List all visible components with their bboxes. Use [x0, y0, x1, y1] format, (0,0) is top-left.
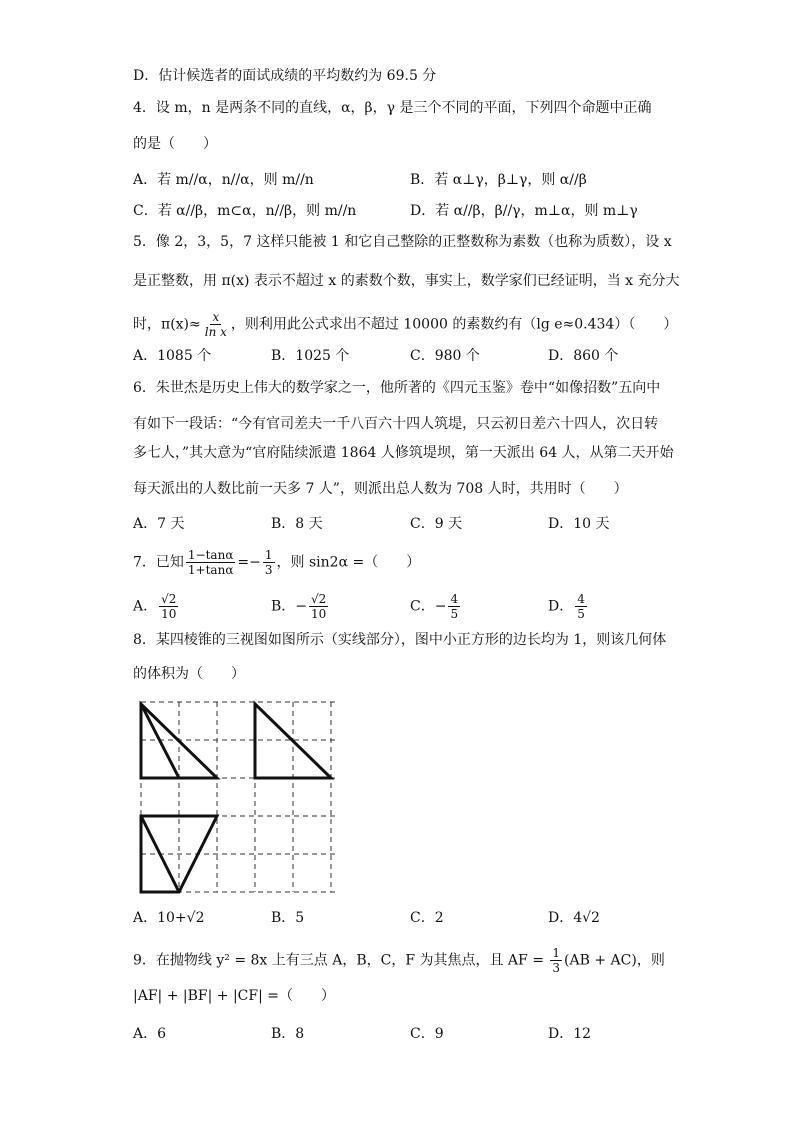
q5-option-b: B．1025 个 — [271, 348, 350, 364]
q6-line2: 有如下一段话：“今有官司差夫一千八百六十四人筑堤，只云初日差六十四人，次日转 — [133, 416, 659, 432]
q5-option-d: D．860 个 — [548, 348, 619, 364]
q6-option-d: D．10 天 — [548, 516, 610, 532]
q7-d-num: 4 — [577, 592, 585, 606]
q9-fraction — [550, 946, 562, 975]
q7-den: 1+tanα — [187, 563, 234, 577]
q4-option-a: A．若 m//α，n//α，则 m//n — [133, 172, 314, 188]
q6-option-a: A．7 天 — [133, 516, 185, 532]
q7-b-num: √2 — [311, 592, 327, 606]
q9-line2: |AF| + |BF| + |CF| =（ ） — [133, 988, 335, 1004]
q5-line2: 是正整数，用 π(x) 表示不超过 x 的素数个数，事实上，数学家们已经证明，当 x 充分大 — [133, 273, 680, 289]
q4-option-c: C．若 α//β，m⊂α，n//β，则 m//n — [133, 203, 357, 219]
q8-option-d: D．4√2 — [548, 910, 600, 926]
q7-rhs-den: 3 — [264, 563, 273, 577]
q7-c-den: 5 — [450, 607, 459, 621]
q7-d-den: 5 — [577, 607, 585, 621]
q9-option-b: B．8 — [271, 1026, 305, 1042]
q5-den: ln x — [204, 325, 227, 339]
q9-num: 1 — [552, 946, 561, 960]
q5-option-a: A．1085 个 — [133, 348, 212, 364]
q7-c-label: C．− — [410, 598, 447, 615]
q4-option-d: D．若 α//β，β//γ，m⊥α，则 m⊥γ — [410, 203, 638, 219]
q7-num: 1−tanα — [187, 548, 234, 562]
q5-num: x — [212, 310, 220, 324]
q7-suffix: ，则 sin2α =（ ） — [276, 554, 421, 571]
q5-line1: 5．像 2，3，5，7 这样只能被 1 和它自己整除的正整数称为素数（也称为质数），设 x — [133, 234, 672, 250]
q8-option-a: A．10+√2 — [133, 910, 205, 926]
q6-option-b: B．8 天 — [271, 516, 323, 532]
q8-line2: 的体积为（ ） — [133, 666, 245, 682]
q7-d-label: D． — [548, 598, 574, 615]
q5-prefix: 时，π(x)≈ — [133, 316, 201, 333]
q8-option-c: C．2 — [410, 910, 444, 926]
q4-option-b: B．若 α⊥γ，β⊥γ，则 α//β — [410, 172, 587, 188]
solid-outlines — [141, 704, 331, 892]
q7-prefix: 7．已知 — [133, 554, 184, 571]
q4-line1: 4．设 m，n 是两条不同的直线，α，β，γ 是三个不同的平面，下列四个命题中正确 — [133, 100, 652, 116]
q8-line1: 8．某四棱锥的三视图如图所示（实线部分），图中小正方形的边长均为 1，则该几何体 — [133, 632, 667, 648]
q9-option-c: C．9 — [410, 1026, 444, 1042]
q6-option-c: C．9 天 — [410, 516, 463, 532]
q8-option-b: B．5 — [271, 910, 305, 926]
q5-suffix: ，则利用此公式求出不超过 10000 的素数约有（lg e≈0.434）（ ） — [230, 316, 678, 333]
q6-line1: 6．朱世杰是历史上伟大的数学家之一，他所著的《四元玉鉴》卷中“如像招数”五向中 — [133, 380, 661, 396]
q9-suffix: (AB + AC)，则 — [564, 952, 665, 969]
q9-option-a: A．6 — [133, 1026, 167, 1042]
grid-lines — [141, 702, 337, 892]
q6-line4: 每天派出的人数比前一天多 7 人”，则派出总人数为 708 人时，共用时（ ） — [133, 481, 628, 497]
option-d-prev: D．估计候选者的面试成绩的平均数约为 69.5 分 — [133, 68, 437, 84]
q6-line3: 多七人，”其大意为“官府陆续派遣 1864 人修筑堤坝，第一天派出 64 人，从第二天开始 — [133, 445, 674, 461]
top-view-diagonal — [141, 816, 179, 892]
q7-rhs-num: 1 — [264, 548, 273, 562]
q9-line1 — [133, 946, 665, 975]
q7-b-label: B．− — [271, 598, 308, 615]
q9-prefix: 9．在抛物线 y² = 8x 上有三点 A，B，C，F 为其焦点，且 AF = — [133, 952, 549, 969]
q9-den: 3 — [552, 961, 561, 975]
q5-option-c: C．980 个 — [410, 348, 480, 364]
q7-a-num: √2 — [161, 592, 177, 606]
q4-line2: 的是（ ） — [133, 136, 217, 152]
front-view-inner-edge — [141, 704, 179, 778]
q9-option-d: D．12 — [548, 1026, 592, 1042]
q7-eq: =− — [237, 554, 261, 571]
q7-c-num: 4 — [450, 592, 459, 606]
q7-a-den: 10 — [161, 607, 177, 621]
q7-b-den: 10 — [311, 607, 327, 621]
q7-a-label: A． — [133, 598, 158, 615]
